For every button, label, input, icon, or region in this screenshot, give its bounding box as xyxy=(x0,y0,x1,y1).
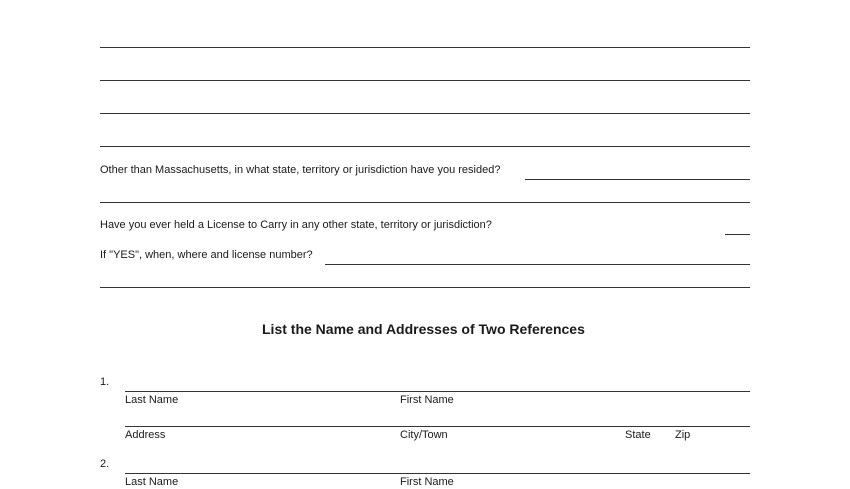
residence-answer-field-continued[interactable] xyxy=(100,202,750,203)
license-details-field[interactable] xyxy=(325,264,750,265)
blank-line-3[interactable] xyxy=(100,113,750,114)
blank-line-4[interactable] xyxy=(100,146,750,147)
reference-2-last-name-label: Last Name xyxy=(125,476,179,488)
reference-2-first-name-label: First Name xyxy=(400,476,454,488)
reference-1-zip-label: Zip xyxy=(675,429,691,441)
reference-1-first-name-label: First Name xyxy=(400,394,454,406)
blank-line-2[interactable] xyxy=(100,80,750,81)
license-answer-field[interactable] xyxy=(725,234,750,235)
reference-1-address-label: Address xyxy=(125,429,166,441)
blank-line-1[interactable] xyxy=(100,47,750,48)
reference-1-city-label: City/Town xyxy=(400,429,448,441)
license-details-field-continued[interactable] xyxy=(100,287,750,288)
reference-1-name-field[interactable] xyxy=(125,391,750,392)
reference-2-number: 2. xyxy=(100,458,110,470)
reference-1-last-name-label: Last Name xyxy=(125,394,179,406)
reference-1-state-label: State xyxy=(625,429,651,441)
reference-1-address-field[interactable] xyxy=(125,426,750,427)
license-details-label: If "YES", when, where and license number? xyxy=(100,249,313,261)
license-question-label: Have you ever held a License to Carry in any other state, territory or jurisdiction? xyxy=(100,219,492,231)
reference-1-number: 1. xyxy=(100,376,110,388)
references-heading: List the Name and Addresses of Two References xyxy=(262,321,585,337)
residence-answer-field[interactable] xyxy=(525,179,750,180)
residence-question-label: Other than Massachusetts, in what state, territory or jurisdiction have you resided? xyxy=(100,164,501,176)
reference-2-name-field[interactable] xyxy=(125,473,750,474)
